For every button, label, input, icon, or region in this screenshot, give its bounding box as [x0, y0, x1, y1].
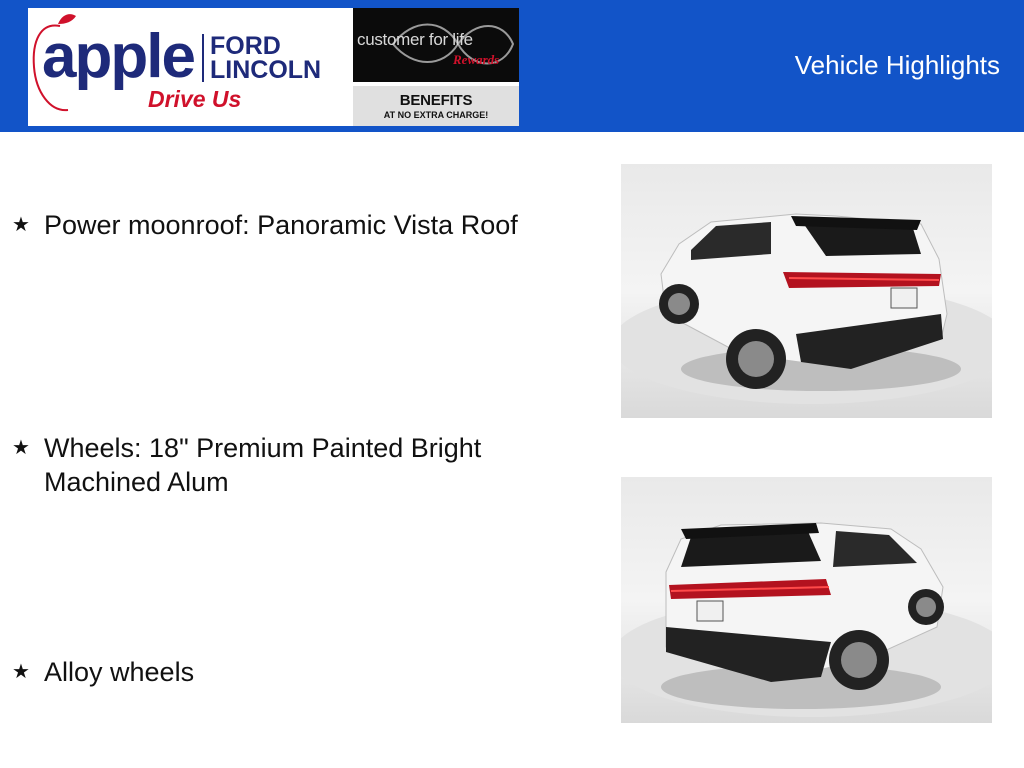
list-item	[12, 208, 552, 242]
lincoln-wordmark: LINCOLN	[210, 56, 322, 84]
apple-ford-lincoln-logo	[28, 8, 353, 126]
benefits-title: BENEFITS	[399, 92, 473, 109]
benefits-subtitle: AT NO EXTRA CHARGE!	[383, 110, 489, 120]
customer-for-life-logo	[353, 8, 519, 126]
cfl-rewards-script: Rewards	[453, 52, 500, 67]
vehicle-photo-2	[621, 477, 992, 723]
ford-wordmark: FORD	[210, 32, 281, 60]
header-bar	[0, 0, 1024, 132]
highlight-text: Wheels: 18" Premium Painted Bright Machined Alum	[44, 433, 482, 497]
page-title: Vehicle Highlights	[794, 50, 1000, 80]
list-item	[12, 431, 552, 499]
vehicle-photo-1	[621, 164, 992, 418]
brand-divider	[202, 34, 204, 82]
star-icon: ★	[12, 214, 30, 236]
list-item	[12, 655, 552, 689]
apple-wordmark: apple	[42, 22, 194, 91]
cfl-wordmark: customer for life	[357, 30, 473, 49]
star-icon: ★	[12, 661, 30, 683]
star-icon: ★	[12, 437, 30, 459]
highlight-text: Alloy wheels	[44, 657, 195, 687]
cfl-banner	[353, 8, 519, 82]
highlight-text: Power moonroof: Panoramic Vista Roof	[44, 210, 518, 240]
drive-us-tagline: Drive Us	[148, 86, 242, 112]
